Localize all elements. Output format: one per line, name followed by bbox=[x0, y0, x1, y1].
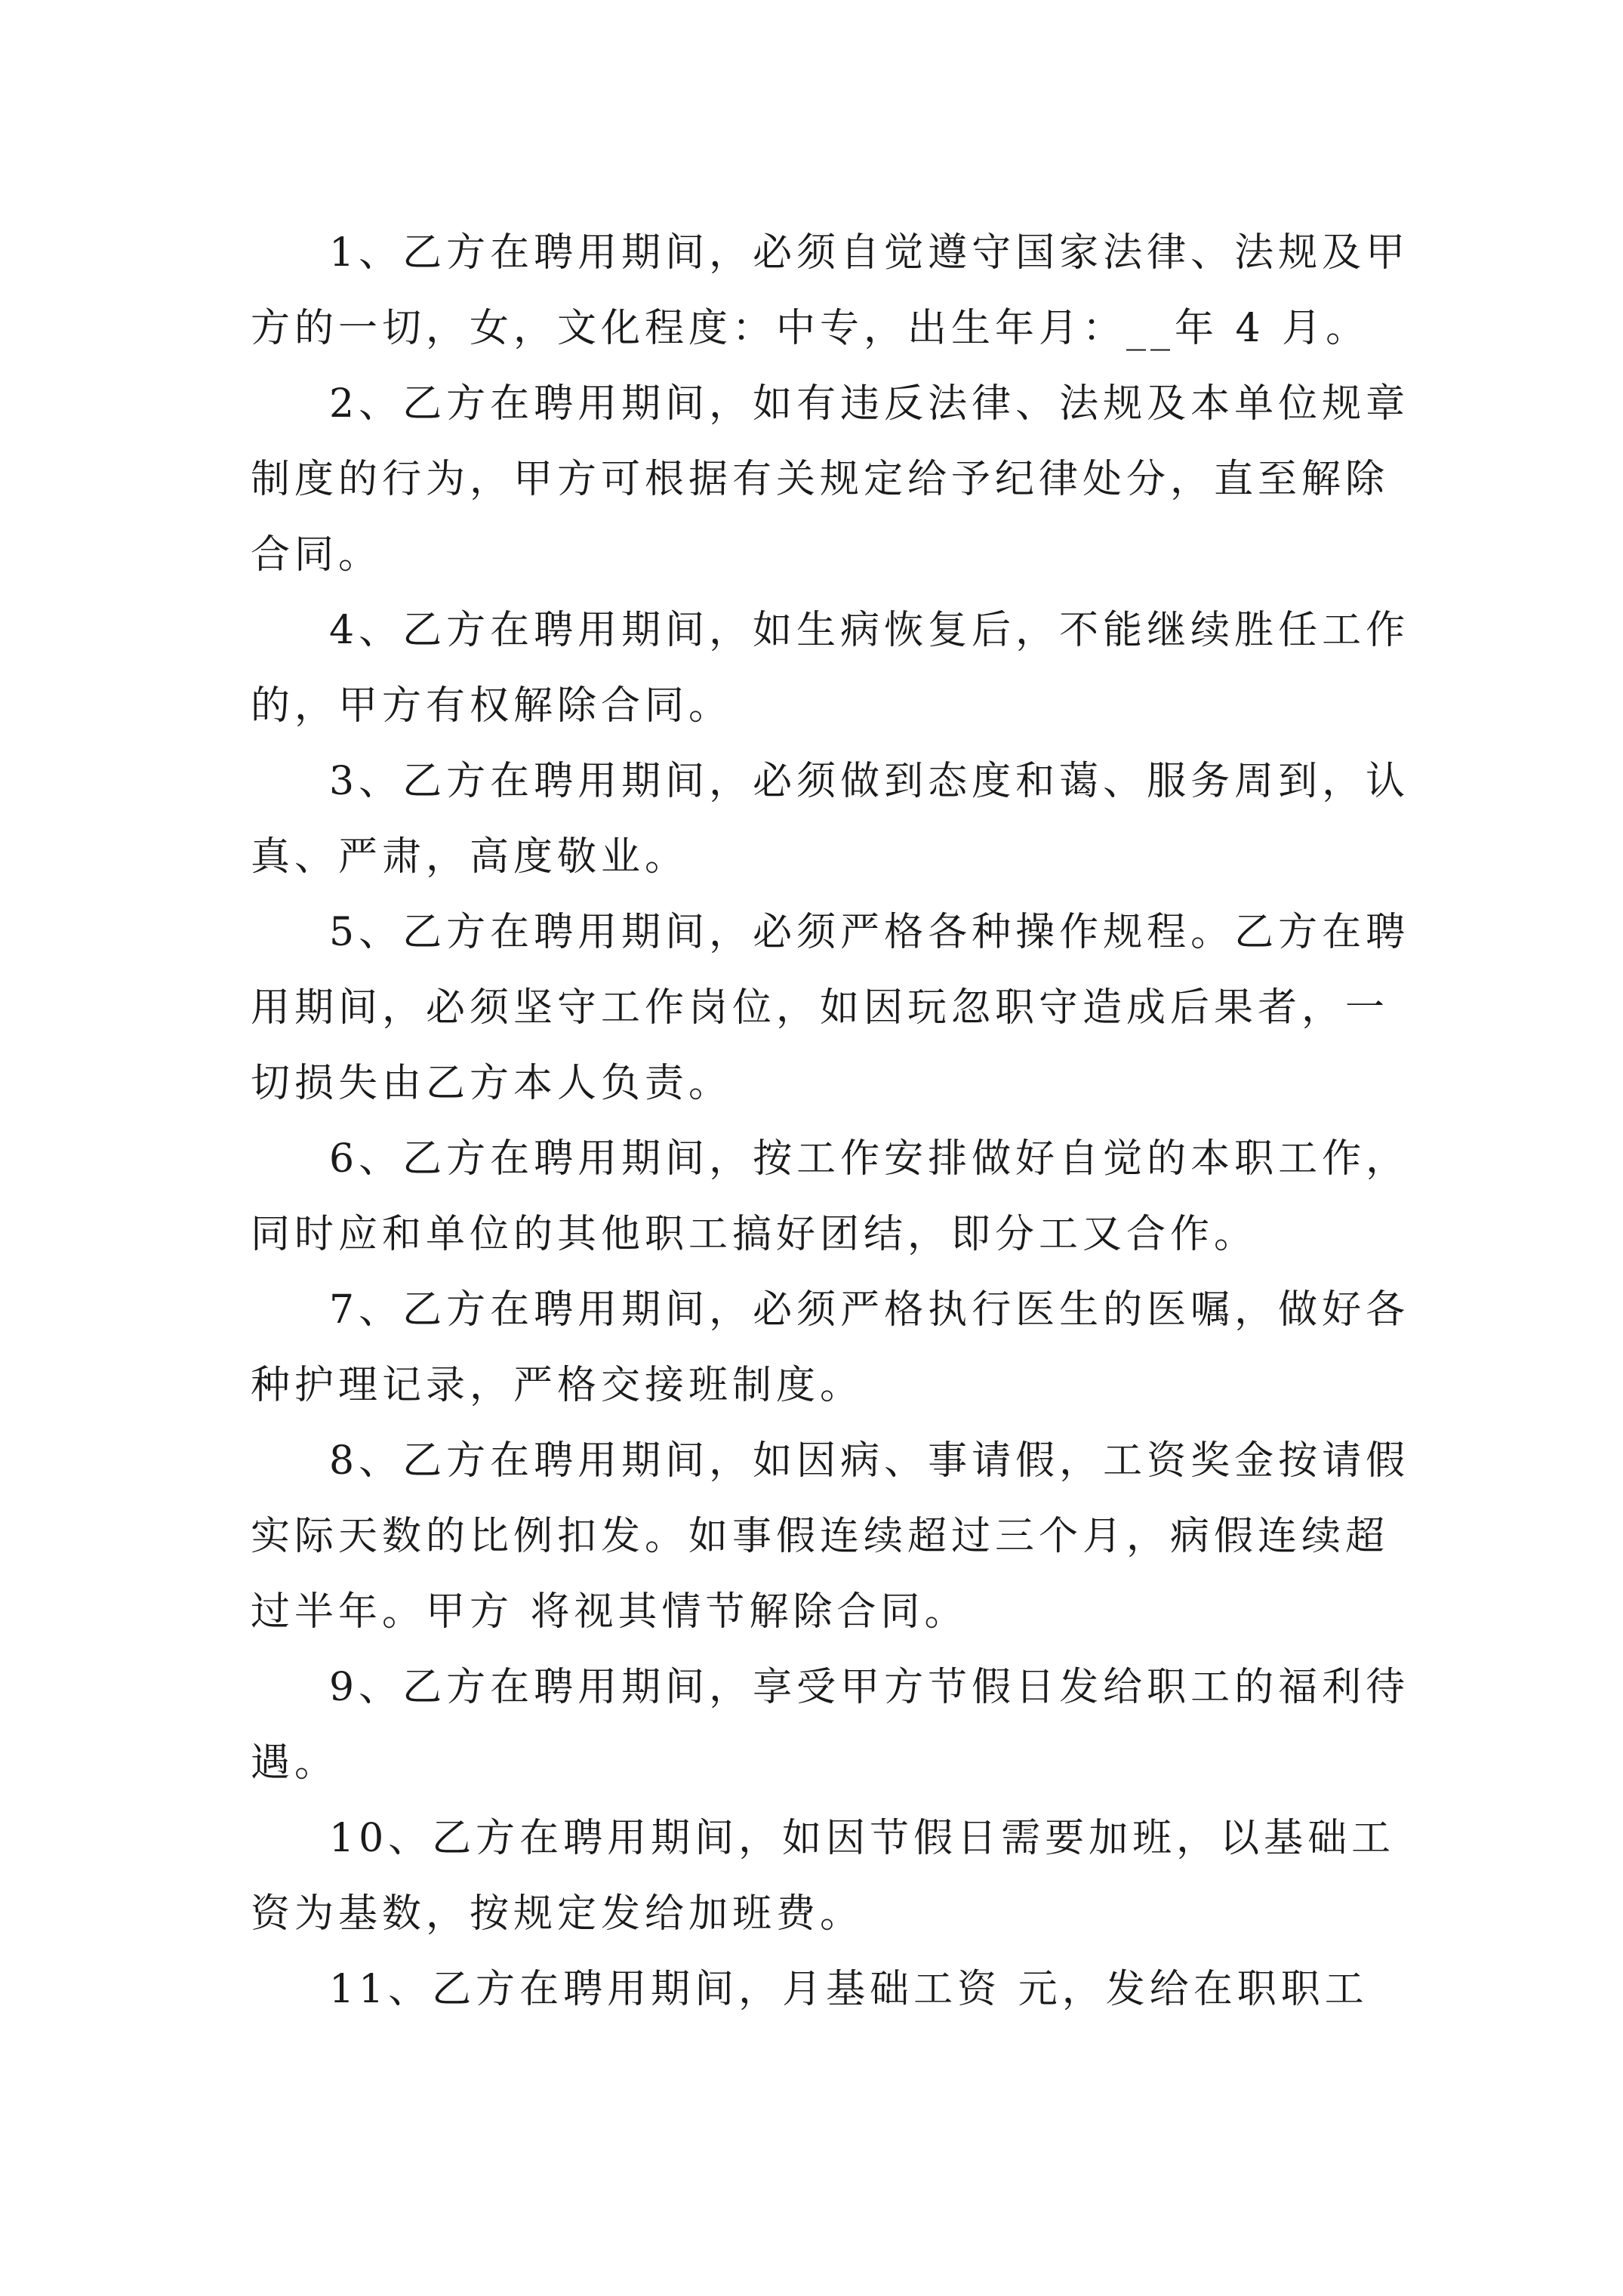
paragraph-clause-11: 11、乙方在聘用期间，月基础工资 元，发给在职职工 bbox=[329, 1967, 1369, 2012]
paragraph-clause-1: 1、乙方在聘用期间，必须自觉遵守国家法律、法规及甲方的一切，女，文化程度：中专，出生年月：__年 4 月。 bbox=[251, 230, 1410, 351]
document-body bbox=[251, 215, 1413, 2027]
paragraph-clause-10: 10、乙方在聘用期间，如因节假日需要加班，以基础工资为基数，按规定发给加班费。 bbox=[251, 1816, 1396, 1937]
paragraph-clause-4: 4、乙方在聘用期间，如生病恢复后，不能继续胜任工作的，甲方有权解除合同。 bbox=[251, 608, 1410, 729]
paragraph-clause-2: 2、乙方在聘用期间，如有违反法律、法规及本单位规章制度的行为，甲方可根据有关规定给予纪律处分，直至解除合同。 bbox=[251, 381, 1410, 578]
paragraph-clause-9: 9、乙方在聘用期间，享受甲方节假日发给职工的福利待遇。 bbox=[251, 1665, 1410, 1786]
paragraph-clause-5: 5、乙方在聘用期间，必须严格各种操作规程。乙方在聘用期间，必须坚守工作岗位，如因玩忽职守造成后果者，一切损失由乙方本人负责。 bbox=[251, 910, 1410, 1106]
paragraph-clause-3: 3、乙方在聘用期间，必须做到态度和蔼、服务周到，认真、严肃，高度敬业。 bbox=[251, 759, 1410, 880]
paragraph-clause-6: 6、乙方在聘用期间，按工作安排做好自觉的本职工作，同时应和单位的其他职工搞好团结，即分工又合作。 bbox=[251, 1136, 1410, 1257]
paragraph-clause-7: 7、乙方在聘用期间，必须严格执行医生的医嘱，做好各种护理记录，严格交接班制度。 bbox=[251, 1287, 1410, 1408]
paragraph-clause-8: 8、乙方在聘用期间，如因病、事请假，工资奖金按请假实际天数的比例扣发。如事假连续超过三个月，病假连续超过半年。甲方 将视其情节解除合同。 bbox=[251, 1438, 1410, 1635]
